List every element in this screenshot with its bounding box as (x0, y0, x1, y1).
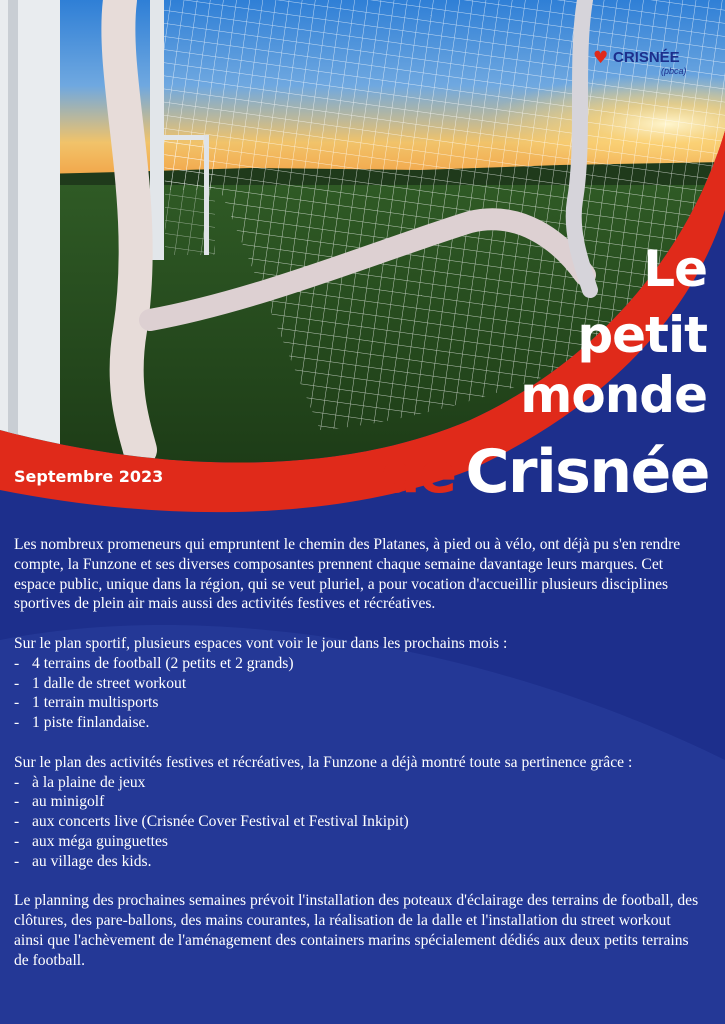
title-line-1: Le (643, 240, 707, 298)
title-town: Crisnée (465, 437, 709, 507)
issue-date: Septembre 2023 (14, 467, 164, 486)
festive-intro: Sur le plan des activités festives et récréatives, la Funzone a déjà montré toute sa pertinence grâce : (14, 753, 633, 771)
list-item: - à la plaine de jeux (14, 773, 704, 793)
sport-intro: Sur le plan sportif, plusieurs espaces vont voir le jour dans les prochains mois : (14, 634, 508, 652)
article-body (14, 535, 704, 990)
sport-list (14, 654, 704, 733)
logo-name: CRISNÉE (613, 49, 680, 66)
title-line-2: petit (577, 306, 707, 364)
list-item: - 1 terrain multisports (14, 693, 704, 713)
title-line-3: monde (520, 366, 707, 424)
title-prefix: de (380, 441, 456, 506)
list-item: - 4 terrains de football (2 petits et 2 grands) (14, 654, 704, 674)
intro-paragraph: Les nombreux promeneurs qui empruntent le chemin des Platanes, à pied ou à vélo, ont déjà pu s'en rendre compte, la Funzone et ses diverses composantes prennent chaque semaine davantage leurs marques. Cet espace public, unique dans la région, qui se veut pluriel, a pour vocation d'accueillir plusieurs disciplines sportives de plein air mais aussi des activités festives et récréatives. (14, 536, 681, 613)
list-item: - 1 piste finlandaise. (14, 713, 704, 733)
list-item: - au village des kids. (14, 852, 704, 872)
festive-list (14, 773, 704, 872)
title-line-4 (380, 437, 709, 507)
crisnee-logo (587, 44, 707, 80)
list-item: - au minigolf (14, 792, 704, 812)
logo-subtitle: (pbca) (661, 66, 687, 76)
list-item: - aux méga guinguettes (14, 832, 704, 852)
planning-paragraph: Le planning des prochaines semaines prévoit l'installation des poteaux d'éclairage des terrains de football, des clôtures, des pare-ballons, des mains courantes, la réalisation de la dalle et l'installation du street workout ainsi que l'achèvement de l'aménagement des containers marins spécialement dédiés aux deux petits terrains de football. (14, 892, 699, 969)
heart-icon: ♥ (593, 48, 609, 68)
list-item: - aux concerts live (Crisnée Cover Festival et Festival Inkipit) (14, 812, 704, 832)
list-item: - 1 dalle de street workout (14, 674, 704, 694)
